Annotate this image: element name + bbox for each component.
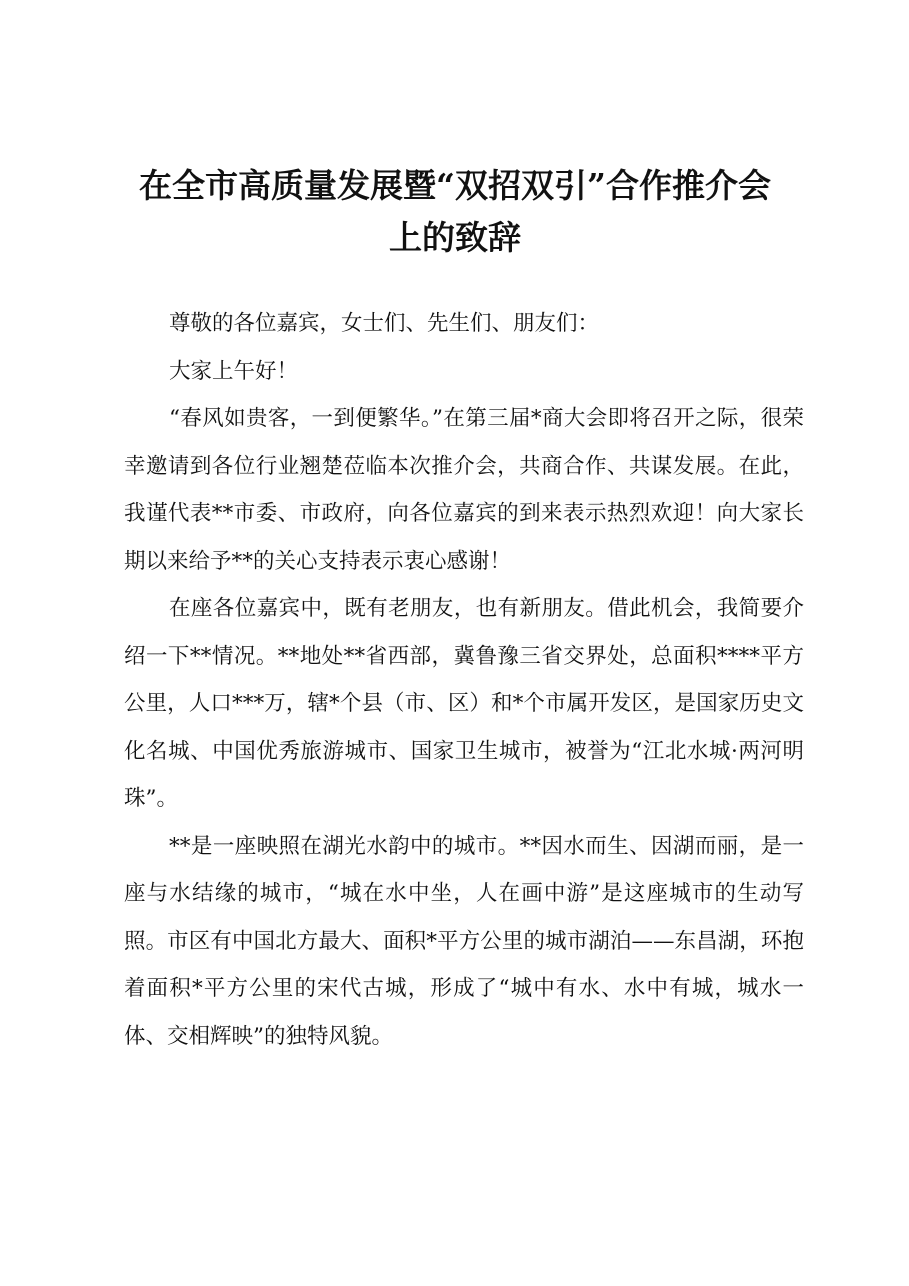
document-body (124, 300, 804, 1060)
title-line-1: 在全市高质量发展暨“双招双引”合作推介会 (139, 166, 771, 205)
paragraph-water-city: **是一座映照在湖光水韵中的城市。**因水而生、因湖而丽，是一座与水结缘的城市，“城在水中坐，人在画中游”是这座城市的生动写照。市区有中国北方最大、面积*平方公里的城市湖泊——东昌湖，环抱着面积*平方公里的宋代古城，形成了“城中有水、水中有城，城水一体、交相辉映”的独特风貌。 (124, 833, 804, 1049)
salutation: 尊敬的各位嘉宾，女士们、先生们、朋友们： (169, 311, 600, 336)
paragraph-welcome: “春风如贵客，一到便繁华。”在第三届*商大会即将召开之际，很荣幸邀请到各位行业翘楚莅临本次推介会，共商合作、共谋发展。在此，我谨代表**市委、市政府，向各位嘉宾的到来表示热烈欢迎！向大家长期以来给予**的关心支持表示衷心感谢！ (124, 406, 804, 574)
paragraph-city-introduction: 在座各位嘉宾中，既有老朋友，也有新朋友。借此机会，我简要介绍一下**情况。**地处**省西部，冀鲁豫三省交界处，总面积****平方公里，人口***万，辖*个县（市、区）和*个市属开发区，是国家历史文化名城、中国优秀旅游城市、国家卫生城市，被誉为“江北水城·两河明珠”。 (124, 596, 804, 811)
document-title (110, 160, 800, 264)
greeting: 大家上午好！ (169, 358, 299, 384)
title-line-2: 上的致辞 (389, 218, 521, 257)
